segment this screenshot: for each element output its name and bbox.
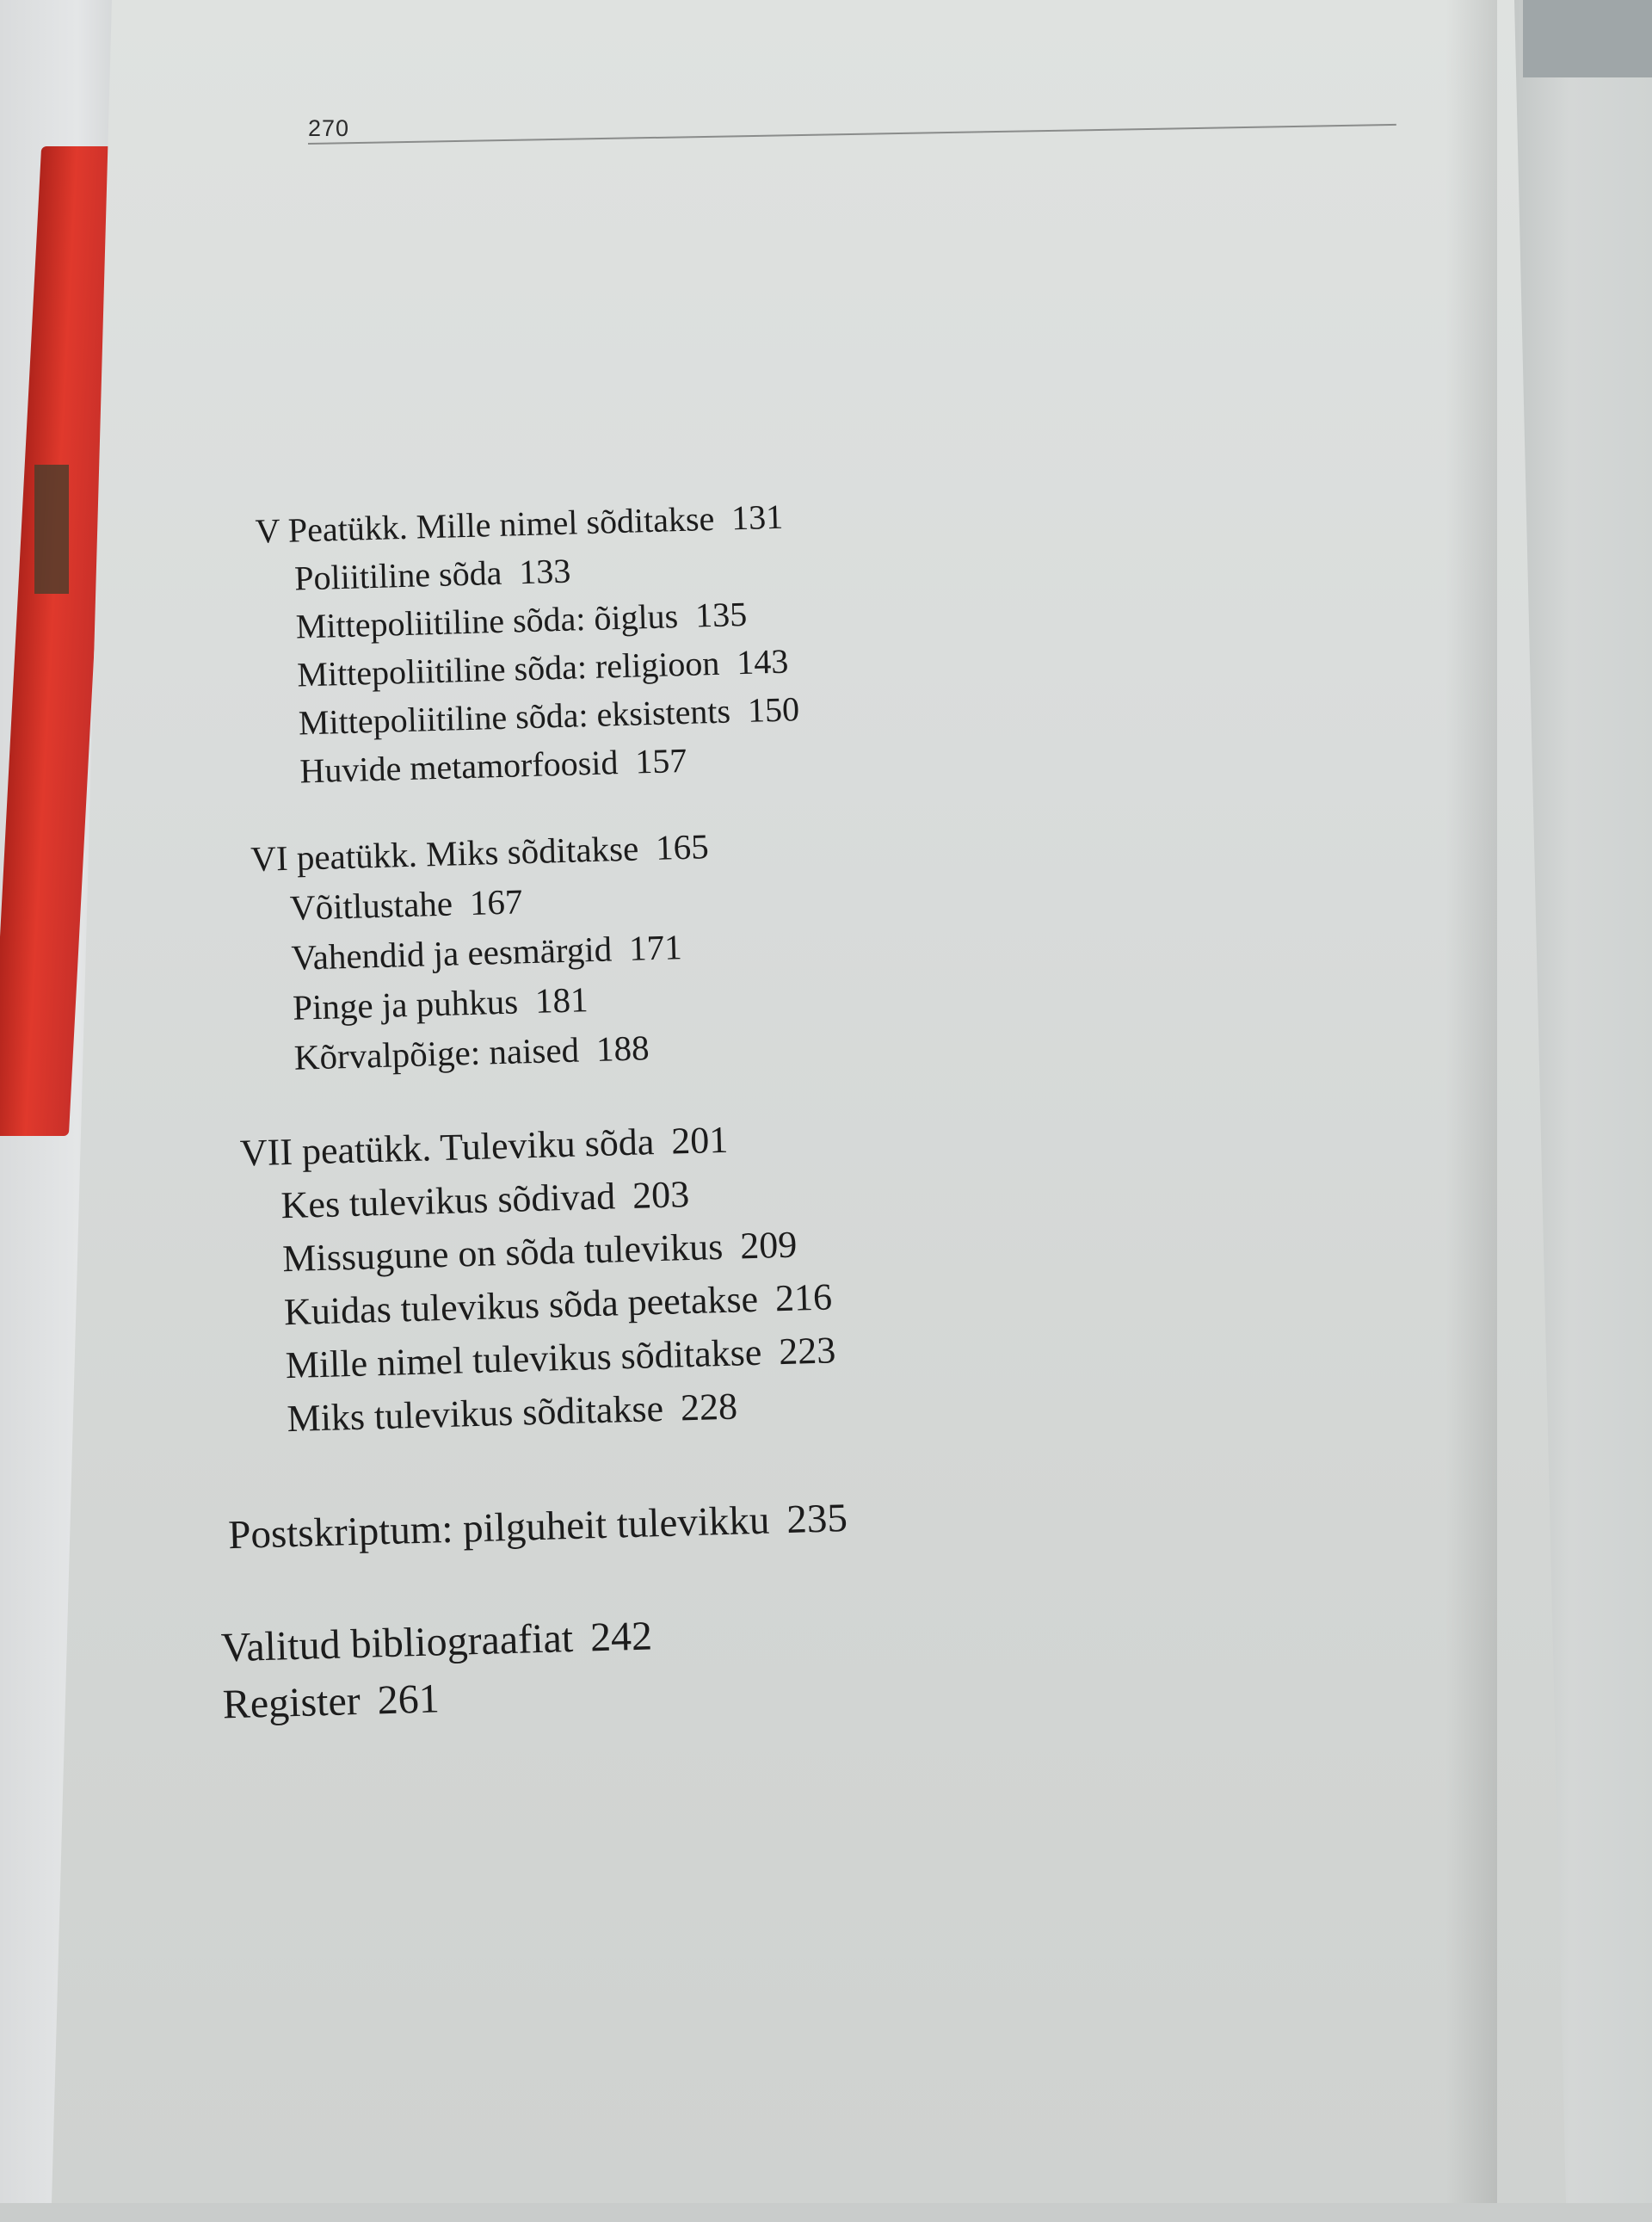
toc-entry-title: Võitlustahe bbox=[289, 883, 453, 928]
toc-bibliography bbox=[220, 1612, 653, 1671]
toc-entry-page: 171 bbox=[628, 927, 683, 968]
toc-entry-page: 135 bbox=[694, 594, 748, 635]
toc-chapter-vi bbox=[250, 825, 710, 880]
toc-chapter-v bbox=[255, 497, 784, 552]
toc-entry-title: Mille nimel tulevikus sõditakse bbox=[285, 1330, 762, 1387]
toc-entry-title: Valitud bibliograafiat bbox=[220, 1614, 574, 1671]
toc-entry-page: 201 bbox=[670, 1118, 729, 1163]
toc-entry-page: 209 bbox=[739, 1223, 798, 1268]
toc-chapter-vii bbox=[239, 1118, 729, 1176]
toc-entry-page: 203 bbox=[632, 1173, 690, 1217]
toc-entry-title: Postskriptum: pilguheit tulevikku bbox=[227, 1497, 771, 1558]
toc-section bbox=[298, 688, 799, 743]
toc-entry-page: 165 bbox=[655, 826, 710, 867]
page-number: 270 bbox=[308, 115, 350, 141]
toc-entry-title: Poliitiline sõda bbox=[293, 552, 502, 598]
toc-entry-page: 167 bbox=[469, 881, 524, 923]
toc-entry-page: 181 bbox=[534, 979, 589, 1021]
toc-entry-page: 223 bbox=[778, 1329, 836, 1373]
toc-entry-title: Huvide metamorfoosid bbox=[299, 743, 619, 791]
toc-postscript bbox=[228, 1495, 848, 1558]
toc-section bbox=[283, 1275, 832, 1334]
toc-entry-page: 242 bbox=[589, 1613, 653, 1661]
toc-entry-title: Pinge ja puhkus bbox=[292, 981, 519, 1028]
toc-entry-title: VII peatükk. Tuleviku sõda bbox=[239, 1120, 655, 1175]
toc-entry-page: 131 bbox=[730, 497, 784, 538]
toc-entry-page: 133 bbox=[518, 551, 571, 592]
toc-section bbox=[293, 978, 589, 1028]
toc-entry-title: Mittepoliitiline sõda: õiglus bbox=[295, 596, 679, 646]
toc-register bbox=[222, 1675, 440, 1728]
toc-entry-title: Miks tulevikus sõditakse bbox=[286, 1386, 664, 1441]
toc-section bbox=[295, 594, 748, 647]
toc-entry-title: Register bbox=[222, 1677, 361, 1728]
toc-section bbox=[299, 740, 687, 792]
toc-entry-page: 216 bbox=[774, 1275, 833, 1320]
toc-entry-title: Vahendid ja eesmärgid bbox=[290, 929, 613, 978]
toc-entry-title: Kõrvalpõige: naised bbox=[293, 1029, 580, 1077]
toc-entry-page: 261 bbox=[376, 1676, 441, 1724]
toc-entry-title: VI peatükk. Miks sõditakse bbox=[250, 828, 639, 880]
toc-entry-title: Kuidas tulevikus sõda peetakse bbox=[283, 1277, 759, 1334]
toc-section bbox=[280, 1172, 690, 1227]
toc-entry-page: 157 bbox=[634, 740, 687, 781]
toc-section bbox=[291, 926, 682, 978]
toc-section bbox=[289, 880, 523, 929]
toc-entry-page: 188 bbox=[595, 1028, 650, 1069]
toc-section bbox=[287, 1385, 738, 1441]
toc-entry-title: Missugune on sõda tulevikus bbox=[281, 1225, 724, 1281]
toc-section bbox=[293, 1027, 650, 1078]
toc-entry-page: 228 bbox=[680, 1385, 738, 1429]
toc-entry-page: 150 bbox=[747, 689, 800, 730]
toc-entry-page: 235 bbox=[786, 1496, 848, 1542]
toc-section bbox=[294, 551, 571, 599]
toc-entry-title: V Peatükk. Mille nimel sõditakse bbox=[255, 498, 715, 551]
toc-section bbox=[282, 1223, 798, 1281]
toc-entry-title: Mittepoliitiline sõda: eksistents bbox=[298, 691, 731, 743]
toc-entry-title: Mittepoliitiline sõda: religioon bbox=[296, 643, 720, 694]
toc-section bbox=[285, 1328, 836, 1387]
toc-section bbox=[297, 641, 789, 695]
toc-entry-title: Kes tulevikus sõdivad bbox=[280, 1175, 616, 1227]
toc-entry-page: 143 bbox=[736, 641, 789, 682]
